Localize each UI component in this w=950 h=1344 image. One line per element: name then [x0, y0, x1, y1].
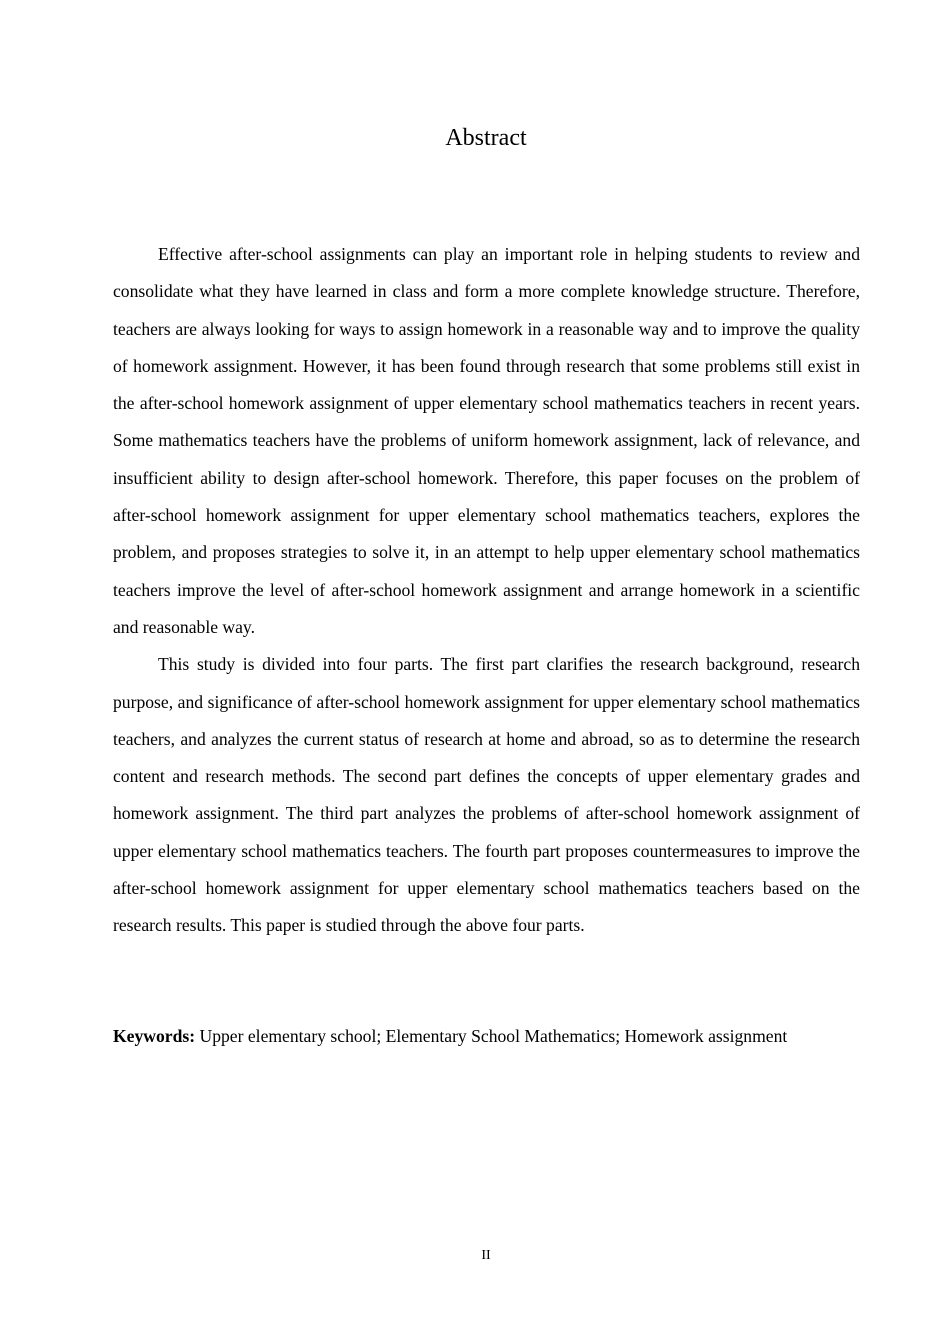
keywords-text: Upper elementary school; Elementary School Mathematics; Homework assignment — [199, 1026, 788, 1046]
page-number: II — [481, 1248, 491, 1263]
abstract-paragraph-2: This study is divided into four parts. The first part clarifies the research background, research purpose, and significance of after-school homework assignment for upper elementary school mathematics teachers, and analyzes the current status of research at home and abroad, so as to determine the research content and research methods. The second part defines the concepts of upper elementary grades and homework assignment. The third part analyzes the problems of after-school homework assignment of upper elementary school mathematics teachers. The fourth part proposes countermeasures to improve the after-school homework assignment for upper elementary school mathematics teachers based on the research results. This paper is studied through the above four parts. — [113, 654, 860, 936]
abstract-body — [113, 236, 860, 945]
keywords-label: Keywords: — [113, 1026, 196, 1046]
page-title: Abstract — [445, 125, 527, 151]
keywords-line — [113, 1018, 860, 1055]
abstract-paragraph-1: Effective after-school assignments can play an important role in helping students to review and consolidate what they have learned in class and form a more complete knowledge structure. Therefore, teachers are always looking for ways to assign homework in a reasonable way and to improve the quality of homework assignment. However, it has been found through research that some problems still exist in the after-school homework assignment of upper elementary school mathematics teachers in recent years. Some mathematics teachers have the problems of uniform homework assignment, lack of relevance, and insufficient ability to design after-school homework. Therefore, this paper focuses on the problem of after-school homework assignment for upper elementary school mathematics teachers, explores the problem, and proposes strategies to solve it, in an attempt to help upper elementary school mathematics teachers improve the level of after-school homework assignment and arrange homework in a scientific and reasonable way. — [113, 244, 860, 637]
